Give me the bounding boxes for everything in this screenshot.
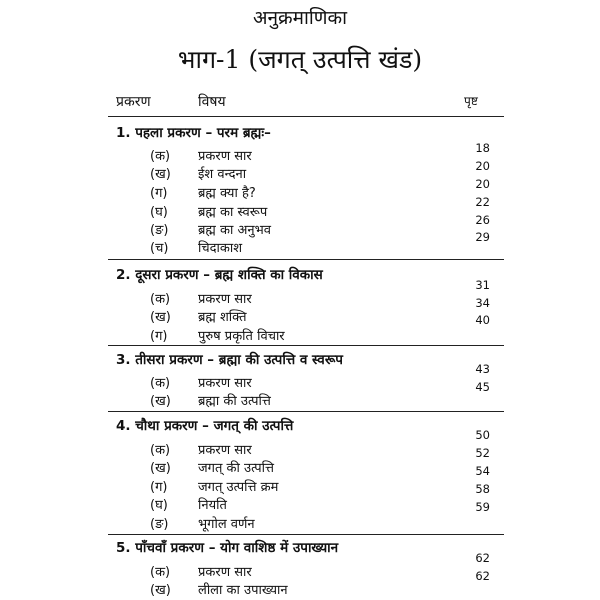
header-subject: विषय xyxy=(198,94,226,110)
page-number: 50 xyxy=(475,428,490,442)
item-marker: (च) xyxy=(150,241,169,256)
item-text: प्रकरण सार xyxy=(198,376,252,391)
page-number: 58 xyxy=(475,482,490,496)
page-number: 52 xyxy=(475,446,490,460)
chapter-1-title: 1. पहला प्रकरण – परम ब्रह्मः– xyxy=(116,125,271,141)
item-text: ब्रह्म क्या है? xyxy=(198,186,256,201)
item-text: प्रकरण सार xyxy=(198,565,252,580)
item-text: नियति xyxy=(198,498,227,513)
divider xyxy=(108,259,504,260)
divider xyxy=(108,534,504,535)
page-number: 45 xyxy=(475,380,490,394)
page-number: 40 xyxy=(475,313,490,327)
chapter-4-title: 4. चौथा प्रकरण – जगत् की उत्पत्ति xyxy=(116,418,294,434)
page-number: 18 xyxy=(475,141,490,155)
chapter-5-title: 5. पाँचवाँ प्रकरण – योग वाशिष्ठ में उपाख्यान xyxy=(116,540,339,556)
divider xyxy=(108,411,504,412)
item-text: ब्रह्म शक्ति xyxy=(198,310,247,325)
item-marker: (क) xyxy=(150,149,171,164)
header-page: पृष्ट xyxy=(464,94,478,108)
item-text: ब्रह्मा की उत्पत्ति xyxy=(198,394,271,409)
item-marker: (ग) xyxy=(150,329,168,344)
chapter-3-title: 3. तीसरा प्रकरण – ब्रह्मा की उत्पत्ति व स्वरूप xyxy=(116,352,343,368)
item-marker: (ख) xyxy=(150,461,171,476)
item-marker: (ग) xyxy=(150,186,168,201)
page-subtitle: भाग-1 (जगत् उत्पत्ति खंड) xyxy=(177,45,423,74)
item-marker: (क) xyxy=(150,443,171,458)
item-marker: (ख) xyxy=(150,583,171,598)
item-marker: (घ) xyxy=(150,205,168,220)
page-number: 62 xyxy=(475,569,490,583)
item-text: लीला का उपाख्यान xyxy=(198,583,288,598)
item-text: ब्रह्म का स्वरूप xyxy=(198,205,268,220)
page-number: 34 xyxy=(475,296,490,310)
item-marker: (क) xyxy=(150,376,171,391)
item-marker: (ङ) xyxy=(150,223,169,238)
divider xyxy=(108,345,504,346)
page-number: 43 xyxy=(475,362,490,376)
page-number: 22 xyxy=(475,195,490,209)
item-text: भूगोल वर्णन xyxy=(198,517,255,532)
chapter-2-title: 2. दूसरा प्रकरण – ब्रह्म शक्ति का विकास xyxy=(116,267,323,283)
item-text: ब्रह्म का अनुभव xyxy=(198,223,271,238)
divider xyxy=(108,116,504,117)
item-marker: (क) xyxy=(150,565,171,580)
item-marker: (घ) xyxy=(150,498,168,513)
page-number: 26 xyxy=(475,213,490,227)
item-text: ईश वन्दना xyxy=(198,167,247,182)
page-number: 20 xyxy=(475,177,490,191)
page-number: 29 xyxy=(475,230,490,244)
item-text: चिदाकाश xyxy=(198,241,243,256)
item-text: प्रकरण सार xyxy=(198,292,252,307)
item-marker: (ग) xyxy=(150,480,168,495)
item-text: प्रकरण सार xyxy=(198,149,252,164)
page-number: 20 xyxy=(475,159,490,173)
item-marker: (ख) xyxy=(150,167,171,182)
item-text: प्रकरण सार xyxy=(198,443,252,458)
page-number: 31 xyxy=(475,278,490,292)
item-marker: (ख) xyxy=(150,310,171,325)
item-marker: (क) xyxy=(150,292,171,307)
page-number: 54 xyxy=(475,464,490,478)
page-title: अनुक्रमाणिका xyxy=(252,7,348,29)
item-text: पुरुष प्रकृति विचार xyxy=(198,329,285,344)
page-number: 59 xyxy=(475,500,490,514)
item-text: जगत् की उत्पत्ति xyxy=(198,461,274,476)
page-number: 62 xyxy=(475,551,490,565)
header-chapter: प्रकरण xyxy=(116,94,151,110)
item-marker: (ङ) xyxy=(150,517,169,532)
item-marker: (ख) xyxy=(150,394,171,409)
item-text: जगत् उत्पत्ति क्रम xyxy=(198,480,279,495)
